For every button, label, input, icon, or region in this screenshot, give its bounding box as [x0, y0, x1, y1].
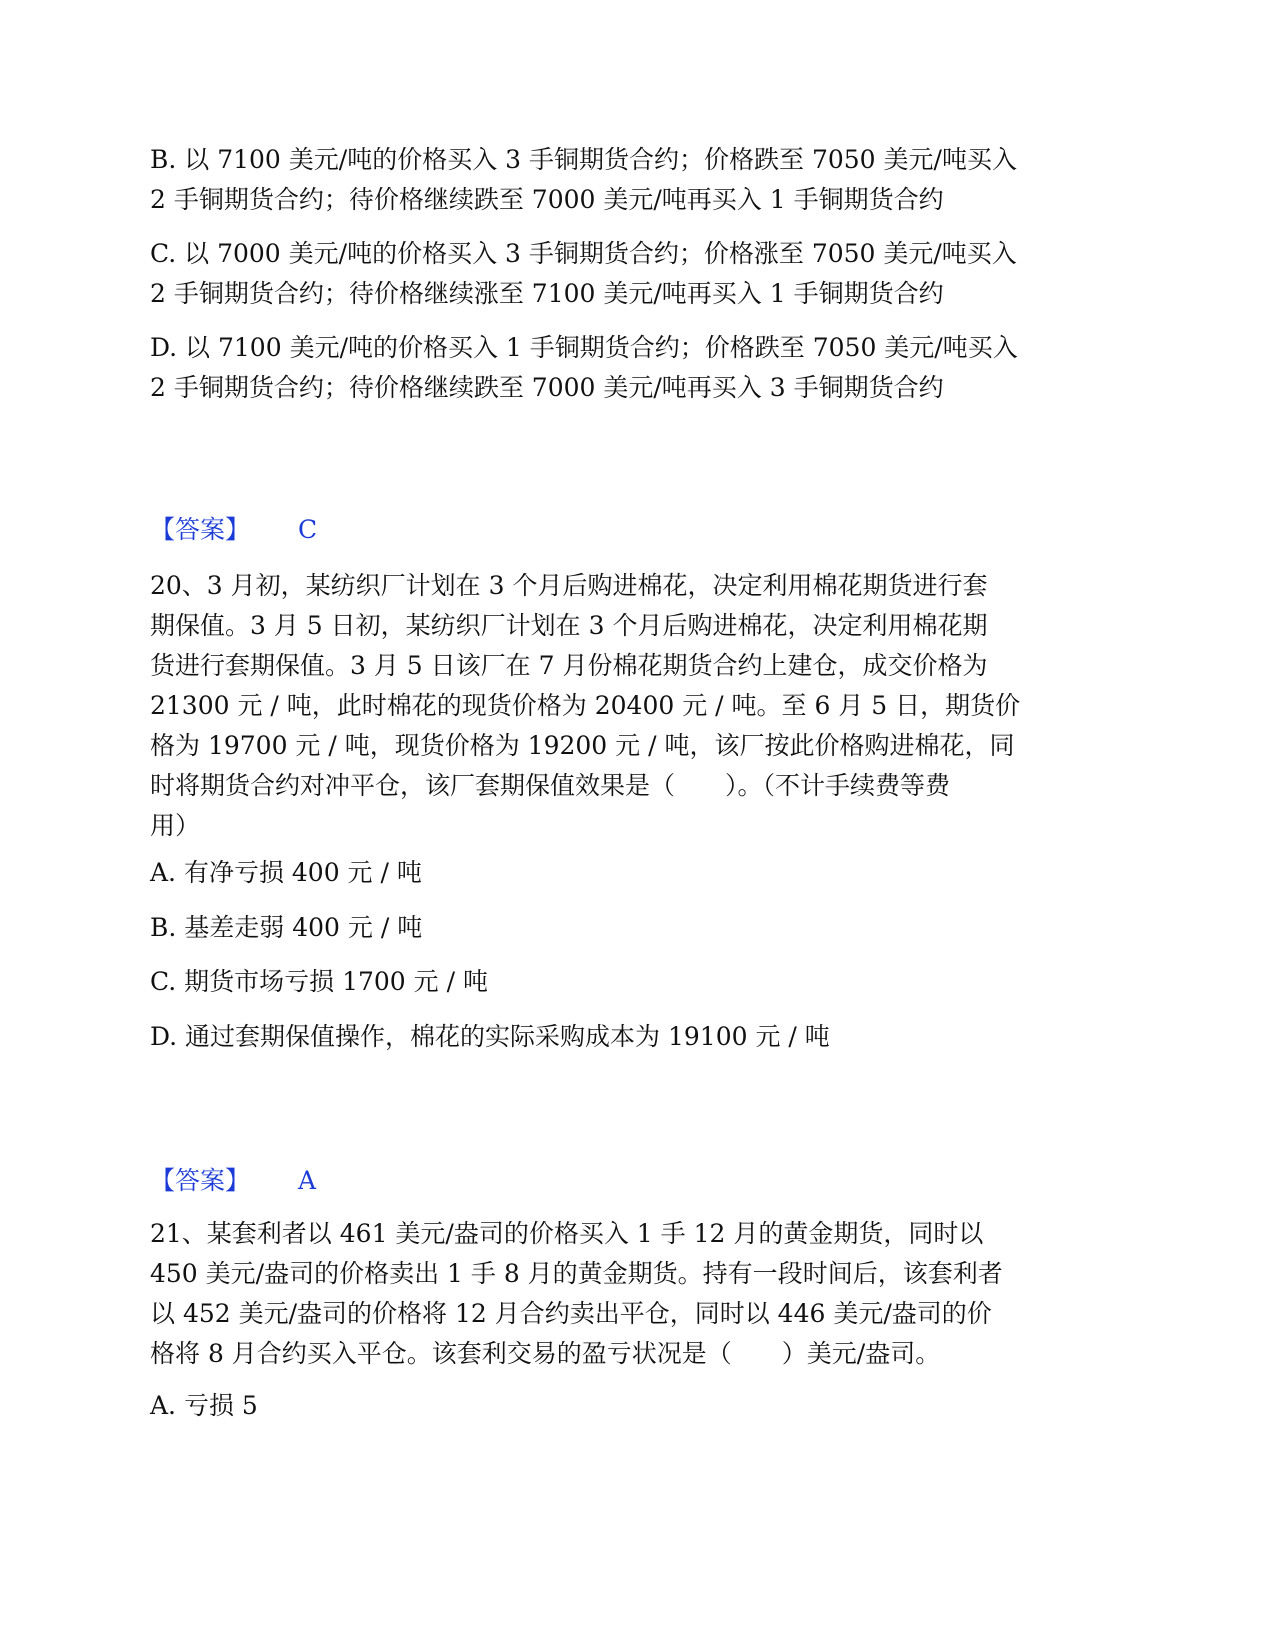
q20-option-b — [150, 908, 1130, 948]
text-line: C. 以 7000 美元/吨的价格买入 3 手铜期货合约；价格涨至 7050 美元/吨买入 — [150, 239, 1017, 268]
q20-answer — [150, 1161, 1130, 1201]
text-line: 格将 8 月合约买入平仓。该套利交易的盈亏状况是（ ）美元/盎司。 — [150, 1339, 941, 1368]
option-text: B. 基差走弱 400 元 / 吨 — [150, 913, 423, 942]
option-text: C. 期货市场亏损 1700 元 / 吨 — [150, 967, 488, 996]
text-line: 货进行套期保值。3 月 5 日该厂在 7 月份棉花期货合约上建仓，成交价格为 — [150, 651, 988, 680]
text-line: 以 452 美元/盎司的价格将 12 月合约卖出平仓，同时以 446 美元/盎司的价 — [150, 1299, 992, 1328]
text-line: 450 美元/盎司的价格卖出 1 手 8 月的黄金期货。持有一段时间后，该套利者 — [150, 1259, 1003, 1288]
q19-option-b — [150, 140, 1130, 220]
option-text: A. 有净亏损 400 元 / 吨 — [150, 858, 422, 887]
text-line: 时将期货合约对冲平仓，该厂套期保值效果是（ ）。（不计手续费等费 — [150, 771, 951, 800]
text-line: 21、某套利者以 461 美元/盎司的价格买入 1 手 12 月的黄金期货，同时以 — [150, 1219, 984, 1248]
text-line: D. 以 7100 美元/吨的价格买入 1 手铜期货合约；价格跌至 7050 美元/吨买入 — [150, 333, 1018, 362]
answer-label: 【答案】 — [150, 515, 251, 544]
q20-option-d — [150, 1017, 1130, 1057]
text-line: 20、3 月初，某纺织厂计划在 3 个月后购进棉花，决定利用棉花期货进行套 — [150, 571, 988, 600]
q21-option-a — [150, 1386, 1130, 1426]
q19-answer — [150, 510, 1130, 550]
option-text: A. 亏损 5 — [150, 1391, 258, 1420]
text-line: 期保值。3 月 5 日初，某纺织厂计划在 3 个月后购进棉花，决定利用棉花期 — [150, 611, 988, 640]
text-line: 2 手铜期货合约；待价格继续跌至 7000 美元/吨再买入 3 手铜期货合约 — [150, 373, 944, 402]
q21-stem — [150, 1214, 1130, 1374]
q20-option-c — [150, 962, 1130, 1002]
option-text: D. 通过套期保值操作，棉花的实际采购成本为 19100 元 / 吨 — [150, 1022, 830, 1051]
answer-value: A — [298, 1166, 317, 1195]
text-line: 21300 元 / 吨，此时棉花的现货价格为 20400 元 / 吨。至 6 月 5 日，期货价 — [150, 691, 1021, 720]
text-line: 用） — [150, 811, 201, 840]
text-line: B. 以 7100 美元/吨的价格买入 3 手铜期货合约；价格跌至 7050 美元/吨买入 — [150, 145, 1017, 174]
q19-option-d — [150, 328, 1130, 408]
answer-value: C — [298, 515, 318, 544]
q20-stem — [150, 566, 1130, 846]
text-line: 格为 19700 元 / 吨，现货价格为 19200 元 / 吨，该厂按此价格购进棉花，同 — [150, 731, 1015, 760]
q19-option-c — [150, 234, 1130, 314]
answer-label: 【答案】 — [150, 1166, 251, 1195]
text-line: 2 手铜期货合约；待价格继续涨至 7100 美元/吨再买入 1 手铜期货合约 — [150, 279, 944, 308]
text-line: 2 手铜期货合约；待价格继续跌至 7000 美元/吨再买入 1 手铜期货合约 — [150, 185, 944, 214]
q20-option-a — [150, 853, 1130, 893]
